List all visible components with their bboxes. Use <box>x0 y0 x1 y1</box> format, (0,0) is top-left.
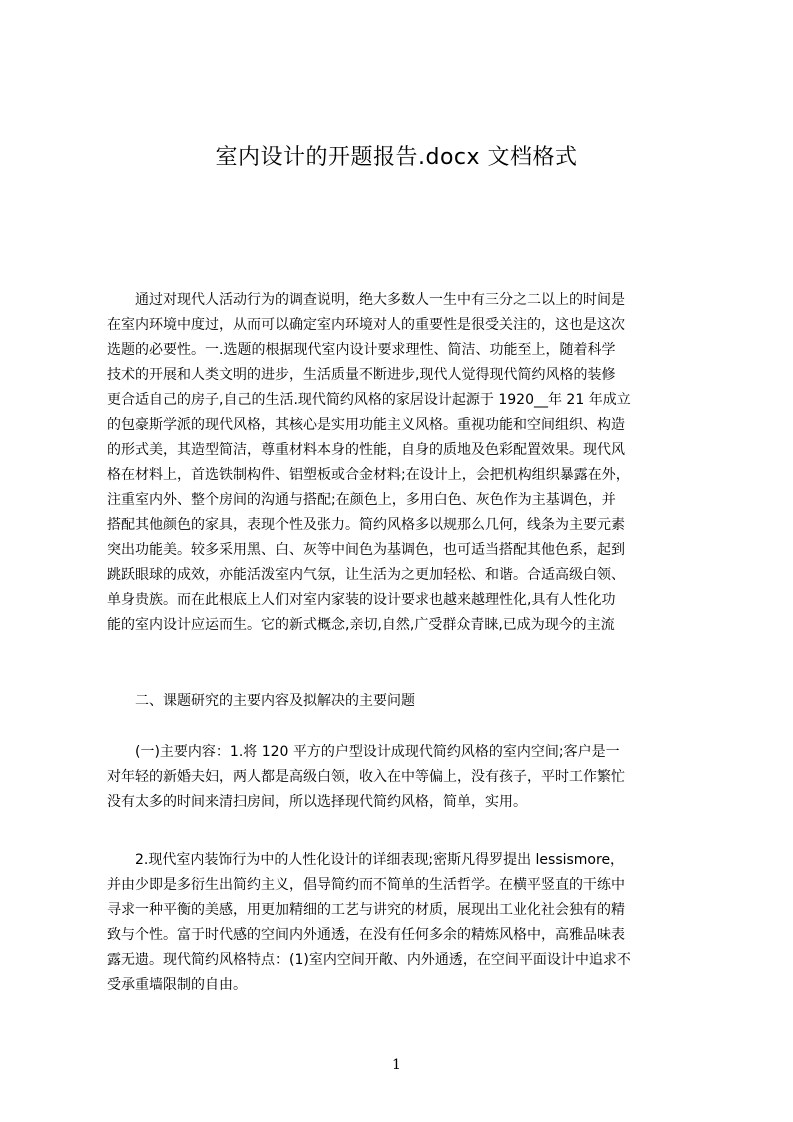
text-line: 跳跃眼球的成效，亦能活泼室内气氛，让生活为之更加轻松、和谐。合适高级白领、 <box>107 567 625 583</box>
text-line: 选题的必要性。一.选题的根据现代室内设计要求理性、简洁、功能至上，随着科学 <box>107 342 616 358</box>
document-title: 室内设计的开题报告.docx 文档格式 <box>215 145 578 170</box>
text-line: 单身贵族。而在此根底上人们对室内家装的设计要求也越来越理性化,具有人性化功 <box>107 592 616 608</box>
heading-line: 二、课题研究的主要内容及拟解决的主要问题 <box>107 693 415 709</box>
text-line: 没有太多的时间来清扫房间，所以选择现代简约风格，简单，实用。 <box>107 794 527 810</box>
text-line: 并由少即是多衍生出简约主义，倡导简约而不简单的生活哲学。在横平竖直的干练中 <box>107 877 625 893</box>
text-line: 能的室内设计应运而生。它的新式概念,亲切,自然,广受群众青睐,已成为现今的主流 <box>107 617 615 633</box>
text-line: 格在材料上，首选铁制构件、铝塑板或合金材料;在设计上，会把机构组织暴露在外， <box>107 467 630 483</box>
text-line: 通过对现代人活动行为的调查说明，绝大多数人一生中有三分之二以上的时间是 <box>107 292 625 308</box>
text-line: 突出功能美。较多采用黑、白、灰等中间色为基调色，也可适当搭配其他色系，起到 <box>107 542 625 558</box>
text-line: 更合适自己的房子,自己的生活.现代简约风格的家居设计起源于 1920__年 21 年成立 <box>107 392 631 408</box>
text-line: 对年轻的新婚夫妇，两人都是高级白领，收入在中等偏上，没有孩子，平时工作繁忙 <box>107 769 625 785</box>
page-number: 1 <box>392 1057 401 1073</box>
text-line: 2.现代室内装饰行为中的人性化设计的详细表现;密斯凡得罗提出 lessismore， <box>107 852 625 868</box>
text-line: 技术的开展和人类文明的进步，生活质量不断进步,现代人觉得现代简约风格的装修 <box>107 367 616 383</box>
text-line: 的包豪斯学派的现代风格，其核心是实用功能主义风格。重视功能和空间组织、构造 <box>107 417 625 433</box>
text-line: 的形式美，其造型简洁，尊重材料本身的性能，自身的质地及色彩配置效果。现代风 <box>107 442 625 458</box>
text-line: 致与个性。富于时代感的空间内外通透，在没有任何多余的精炼风格中，高雅品味表 <box>107 927 625 943</box>
paragraph-introduction <box>107 288 699 638</box>
text-line: 在室内环境中度过，从而可以确定室内环境对人的重要性是很受关注的，这也是这次 <box>107 317 625 333</box>
paragraph-humanized-design <box>107 848 699 998</box>
section-heading <box>107 689 699 714</box>
text-line: (一)主要内容：1.将 120 平方的户型设计成现代简约风格的室内空间;客户是一 <box>107 744 620 760</box>
paragraph-main-content <box>107 740 699 815</box>
text-line: 露无遗。现代简约风格特点：(1)室内空间开敞、内外通透，在空间平面设计中追求不 <box>107 952 631 968</box>
text-line: 受承重墙限制的自由。 <box>107 977 247 993</box>
text-line: 搭配其他颜色的家具，表现个性及张力。简约风格多以规那么几何，线条为主要元素 <box>107 517 625 533</box>
text-line: 寻求一种平衡的美感，用更加精细的工艺与讲究的材质，展现出工业化社会独有的精 <box>107 902 625 918</box>
text-line: 注重室内外、整个房间的沟通与搭配;在颜色上，多用白色、灰色作为主基调色，并 <box>107 492 616 508</box>
